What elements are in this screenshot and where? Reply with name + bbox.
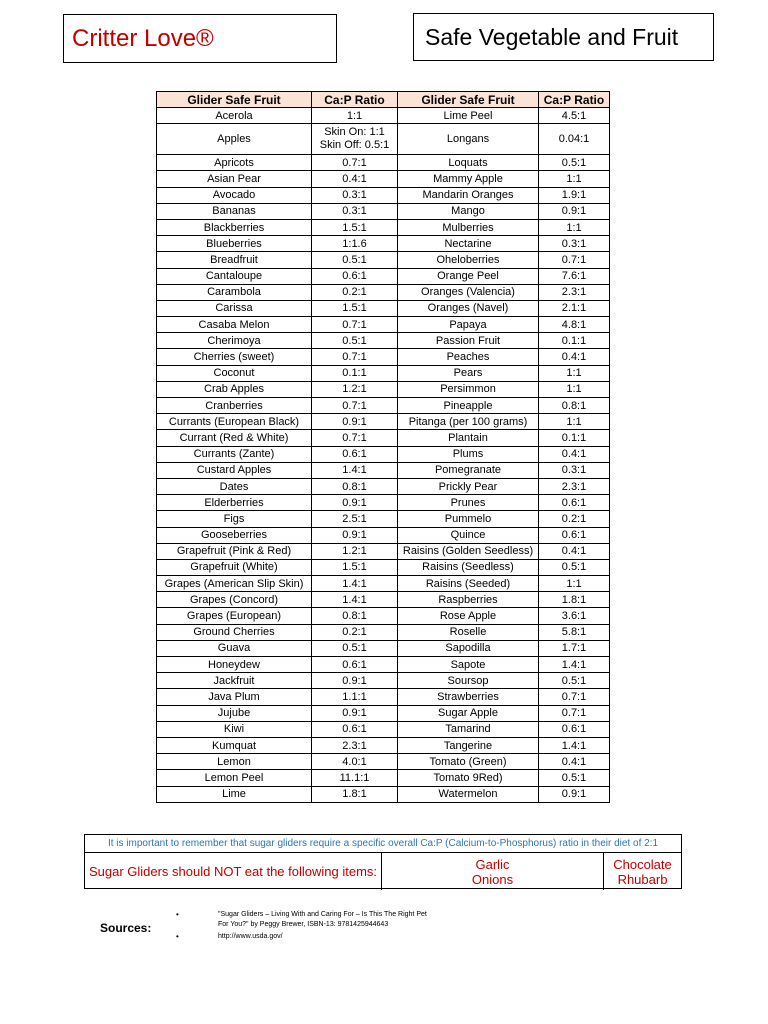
fruit-name-cell: Casaba Melon [157,317,312,333]
ratio-cell: 7.6:1 [539,268,610,284]
fruit-name-cell: Cranberries [157,398,312,414]
fruit-name-cell: Asian Pear [157,171,312,187]
table-row [157,462,610,478]
avoid-list-1 [382,853,604,890]
ratio-cell: 0.9:1 [312,673,398,689]
fruit-name-cell: Tamarind [398,721,539,737]
fruit-name-cell: Custard Apples [157,462,312,478]
header-fruit-2: Glider Safe Fruit [398,92,539,108]
table-row [157,673,610,689]
fruit-name-cell: Lime [157,786,312,802]
avoid-item: Onions [471,871,514,887]
table-row [157,155,610,171]
fruit-name-cell: Longans [398,124,539,155]
fruit-name-cell: Tomato (Green) [398,754,539,770]
ratio-cell: 1.4:1 [312,462,398,478]
fruit-name-cell: Watermelon [398,786,539,802]
table-row [157,108,610,124]
ratio-cell: 0.3:1 [312,187,398,203]
fruit-name-cell: Sugar Apple [398,705,539,721]
ratio-cell: 0.2:1 [312,284,398,300]
fruit-name-cell: Avocado [157,187,312,203]
ratio-cell: 0.04:1 [539,124,610,155]
fruit-name-cell: Cherimoya [157,333,312,349]
ratio-line: Skin On: 1:1 [324,126,385,139]
fruit-name-cell: Sapote [398,657,539,673]
ratio-cell: 0.1:1 [539,430,610,446]
ratio-cell: 2.3:1 [539,284,610,300]
fruit-name-cell: Breadfruit [157,252,312,268]
fruit-name-cell: Rose Apple [398,608,539,624]
ratio-cell: 0.2:1 [312,624,398,640]
source-link[interactable]: http://www.usda.gov/ [218,933,283,940]
ratio-cell: 1.9:1 [539,187,610,203]
fruit-name-cell: Nectarine [398,236,539,252]
bullet-icon: • [176,932,179,941]
fruit-name-cell: Raisins (Seedless) [398,559,539,575]
ratio-cell: 0.1:1 [312,365,398,381]
avoid-item: Chocolate [613,856,672,872]
fruit-name-cell: Sapodilla [398,640,539,656]
fruit-table-body [157,108,610,803]
fruit-name-cell: Mango [398,203,539,219]
table-row [157,203,610,219]
ratio-cell: 0.3:1 [539,236,610,252]
table-row [157,236,610,252]
ratio-cell [312,124,398,155]
ratio-notice: It is important to remember that sugar gliders require a specific overall Ca:P (Calcium-to-Phosphorus) ratio in their diet of 2:1 [85,835,681,853]
ratio-cell: 1.4:1 [312,592,398,608]
fruit-name-cell: Blueberries [157,236,312,252]
ratio-cell: 0.6:1 [312,268,398,284]
fruit-name-cell: Figs [157,511,312,527]
ratio-cell: 1:1 [539,365,610,381]
fruit-name-cell: Carambola [157,284,312,300]
brand-title: Critter Love® [72,24,214,52]
ratio-cell: 0.9:1 [312,414,398,430]
fruit-name-cell: Plantain [398,430,539,446]
fruit-name-cell: Raspberries [398,592,539,608]
ratio-cell: 0.4:1 [539,754,610,770]
ratio-cell: 0.7:1 [312,398,398,414]
notice-box [84,834,682,889]
fruit-name-cell: Mandarin Oranges [398,187,539,203]
fruit-name-cell: Java Plum [157,689,312,705]
fruit-name-cell: Currants (Zante) [157,446,312,462]
fruit-name-cell: Currants (European Black) [157,414,312,430]
ratio-cell: 1.1:1 [312,689,398,705]
fruit-name-cell: Cherries (sweet) [157,349,312,365]
ratio-cell: 0.3:1 [539,462,610,478]
fruit-name-cell: Roselle [398,624,539,640]
fruit-name-cell: Peaches [398,349,539,365]
fruit-name-cell: Raisins (Seeded) [398,576,539,592]
fruit-name-cell: Grapefruit (White) [157,559,312,575]
table-row [157,478,610,494]
fruit-name-cell: Jujube [157,705,312,721]
fruit-name-cell: Honeydew [157,657,312,673]
table-row [157,268,610,284]
fruit-name-cell: Oranges (Valencia) [398,284,539,300]
table-row [157,124,610,155]
ratio-cell: 1.5:1 [312,300,398,316]
ratio-cell: 0.8:1 [312,478,398,494]
table-row [157,527,610,543]
table-row [157,187,610,203]
ratio-cell: 0.9:1 [312,527,398,543]
table-row [157,721,610,737]
table-row [157,576,610,592]
fruit-name-cell: Orange Peel [398,268,539,284]
avoid-item: Garlic [475,856,510,872]
ratio-cell: 3.6:1 [539,608,610,624]
ratio-cell: 1.5:1 [312,559,398,575]
fruit-name-cell: Strawberries [398,689,539,705]
ratio-cell: 1.8:1 [539,592,610,608]
ratio-cell: 0.8:1 [539,398,610,414]
fruit-name-cell: Acerola [157,108,312,124]
fruit-name-cell: Pineapple [398,398,539,414]
fruit-name-cell: Plums [398,446,539,462]
fruit-name-cell: Pomegranate [398,462,539,478]
fruit-name-cell: Mulberries [398,219,539,235]
fruit-name-cell: Loquats [398,155,539,171]
fruit-name-cell: Lemon Peel [157,770,312,786]
fruit-name-cell: Kumquat [157,737,312,753]
ratio-cell: 0.5:1 [539,155,610,171]
ratio-cell: 1:1.6 [312,236,398,252]
avoid-label: Sugar Gliders should NOT eat the following items: [85,853,382,890]
source-text: "Sugar Gliders – Living With and Caring For – Is This The Right Pet For You?" by Peggy Brewer, ISBN-13: 9781425944643 [218,911,427,928]
table-row [157,495,610,511]
ratio-cell: 0.6:1 [539,495,610,511]
ratio-cell: 1:1 [539,576,610,592]
ratio-cell: 0.2:1 [539,511,610,527]
table-row [157,657,610,673]
table-row [157,365,610,381]
ratio-cell: 0.8:1 [312,608,398,624]
table-row [157,737,610,753]
table-row [157,592,610,608]
ratio-cell: 2.3:1 [539,478,610,494]
table-row [157,786,610,802]
fruit-name-cell: Oranges (Navel) [398,300,539,316]
avoid-item: Rhubarb [617,871,668,887]
ratio-cell: 0.6:1 [312,657,398,673]
ratio-cell: 0.7:1 [539,252,610,268]
fruit-name-cell: Passion Fruit [398,333,539,349]
fruit-name-cell: Pitanga (per 100 grams) [398,414,539,430]
ratio-cell: 1.4:1 [539,657,610,673]
fruit-name-cell: Ground Cherries [157,624,312,640]
heading-box [413,13,714,61]
table-row [157,705,610,721]
ratio-cell: 0.9:1 [312,705,398,721]
table-row [157,754,610,770]
ratio-cell: 0.7:1 [539,705,610,721]
ratio-cell: 0.9:1 [539,786,610,802]
fruit-name-cell: Jackfruit [157,673,312,689]
bullet-icon: • [176,910,179,919]
ratio-cell: 0.5:1 [312,252,398,268]
fruit-name-cell: Carissa [157,300,312,316]
table-row [157,300,610,316]
table-row [157,317,610,333]
header-ratio-2: Ca:P Ratio [539,92,610,108]
ratio-cell: 0.7:1 [312,430,398,446]
ratio-cell: 5.8:1 [539,624,610,640]
ratio-cell: 1.2:1 [312,543,398,559]
table-row [157,284,610,300]
ratio-cell: 0.6:1 [539,527,610,543]
fruit-name-cell: Kiwi [157,721,312,737]
ratio-cell: 4.0:1 [312,754,398,770]
ratio-cell: 0.9:1 [312,495,398,511]
ratio-cell: 0.6:1 [312,446,398,462]
fruit-name-cell: Quince [398,527,539,543]
sources-label: Sources: [100,921,152,935]
fruit-name-cell: Papaya [398,317,539,333]
fruit-name-cell: Soursop [398,673,539,689]
ratio-cell: 0.4:1 [539,543,610,559]
ratio-cell: 1.7:1 [539,640,610,656]
ratio-cell: 0.7:1 [312,349,398,365]
ratio-cell: 4.5:1 [539,108,610,124]
table-row [157,770,610,786]
ratio-cell: 0.5:1 [312,640,398,656]
fruit-name-cell: Guava [157,640,312,656]
table-row [157,511,610,527]
table-row [157,446,610,462]
ratio-cell: 1.4:1 [539,737,610,753]
ratio-cell: 0.6:1 [312,721,398,737]
ratio-cell: 2.1:1 [539,300,610,316]
fruit-name-cell: Bananas [157,203,312,219]
brand-box [63,14,337,63]
ratio-cell: 4.8:1 [539,317,610,333]
avoid-list-2 [604,853,681,890]
fruit-name-cell: Apples [157,124,312,155]
table-row [157,333,610,349]
table-row [157,543,610,559]
fruit-name-cell: Lemon [157,754,312,770]
fruit-name-cell: Elderberries [157,495,312,511]
fruit-name-cell: Mammy Apple [398,171,539,187]
fruit-name-cell: Dates [157,478,312,494]
ratio-cell: 0.4:1 [312,171,398,187]
ratio-cell: 0.3:1 [312,203,398,219]
fruit-name-cell: Cantaloupe [157,268,312,284]
fruit-ratio-table [156,91,610,803]
table-row [157,414,610,430]
ratio-cell: 0.4:1 [539,446,610,462]
fruit-name-cell: Grapes (Concord) [157,592,312,608]
table-row [157,219,610,235]
avoid-row [85,853,681,890]
table-row [157,381,610,397]
fruit-name-cell: Prunes [398,495,539,511]
fruit-name-cell: Grapes (European) [157,608,312,624]
table-row [157,608,610,624]
ratio-cell: 1:1 [539,414,610,430]
ratio-cell: 0.5:1 [539,770,610,786]
source-item[interactable] [176,932,436,942]
fruit-name-cell: Grapefruit (Pink & Red) [157,543,312,559]
header-fruit-1: Glider Safe Fruit [157,92,312,108]
ratio-cell: 1:1 [539,381,610,397]
ratio-cell: 1:1 [312,108,398,124]
ratio-cell: 1.2:1 [312,381,398,397]
table-row [157,640,610,656]
fruit-name-cell: Blackberries [157,219,312,235]
table-row [157,252,610,268]
fruit-name-cell: Crab Apples [157,381,312,397]
ratio-cell: 0.5:1 [539,559,610,575]
fruit-name-cell: Pummelo [398,511,539,527]
ratio-cell: 1.4:1 [312,576,398,592]
table-header-row [157,92,610,108]
fruit-name-cell: Oheloberries [398,252,539,268]
table-row [157,430,610,446]
ratio-cell: 2.3:1 [312,737,398,753]
ratio-cell: 0.5:1 [539,673,610,689]
ratio-cell: 0.1:1 [539,333,610,349]
source-item [176,910,436,930]
ratio-line: Skin Off: 0.5:1 [319,139,390,152]
ratio-cell: 0.4:1 [539,349,610,365]
ratio-cell: 1:1 [539,219,610,235]
ratio-cell: 0.6:1 [539,721,610,737]
ratio-cell: 0.7:1 [312,317,398,333]
ratio-cell: 1:1 [539,171,610,187]
header-ratio-1: Ca:P Ratio [312,92,398,108]
fruit-name-cell: Prickly Pear [398,478,539,494]
ratio-cell: 0.7:1 [312,155,398,171]
ratio-cell: 0.5:1 [312,333,398,349]
fruit-name-cell: Gooseberries [157,527,312,543]
fruit-name-cell: Raisins (Golden Seedless) [398,543,539,559]
fruit-name-cell: Lime Peel [398,108,539,124]
fruit-name-cell: Tangerine [398,737,539,753]
ratio-cell: 1.5:1 [312,219,398,235]
page-title: Safe Vegetable and Fruit [425,23,679,50]
fruit-name-cell: Grapes (American Slip Skin) [157,576,312,592]
fruit-name-cell: Apricots [157,155,312,171]
ratio-cell: 2.5:1 [312,511,398,527]
ratio-cell: 1.8:1 [312,786,398,802]
fruit-name-cell: Tomato 9Red) [398,770,539,786]
ratio-cell: 0.9:1 [539,203,610,219]
fruit-name-cell: Coconut [157,365,312,381]
table-row [157,398,610,414]
fruit-name-cell: Pears [398,365,539,381]
table-row [157,349,610,365]
fruit-name-cell: Persimmon [398,381,539,397]
ratio-cell: 11.1:1 [312,770,398,786]
table-row [157,689,610,705]
table-row [157,559,610,575]
table-row [157,624,610,640]
ratio-cell: 0.7:1 [539,689,610,705]
table-row [157,171,610,187]
sources-list [176,910,436,944]
fruit-name-cell: Currant (Red & White) [157,430,312,446]
